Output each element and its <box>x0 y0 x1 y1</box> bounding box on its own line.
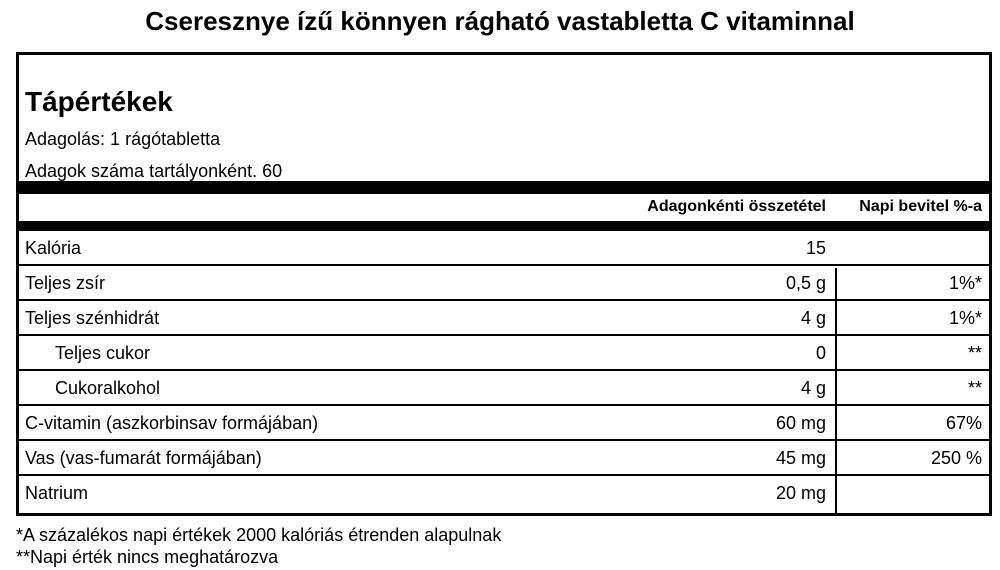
nutrient-amount: 4 g <box>800 308 826 328</box>
thick-divider-top <box>19 181 989 194</box>
table-row <box>19 231 989 266</box>
nutrient-daily-value: 1%* <box>948 273 982 293</box>
nutrient-name: Teljes cukor <box>55 343 151 363</box>
table-row <box>19 476 989 511</box>
nutrient-daily-value: 67% <box>945 413 982 433</box>
table-row <box>19 441 989 476</box>
table-row <box>19 406 989 441</box>
nutrient-amount: 0 <box>815 343 826 363</box>
nutrient-name: Natrium <box>25 483 89 503</box>
table-row <box>19 336 989 371</box>
servings-per-container: Adagok száma tartályonként. 60 <box>25 161 283 181</box>
nutrient-daily-value: 1%* <box>948 308 982 328</box>
footnote-not-established: **Napi érték nincs meghatározva <box>16 547 279 567</box>
footnote-daily-values: *A százalékos napi értékek 2000 kalóriás étrenden alapulnak <box>16 525 502 545</box>
nutrient-amount: 0,5 g <box>785 273 826 293</box>
column-divider <box>835 268 837 516</box>
nutrient-amount: 45 mg <box>775 448 826 468</box>
table-row <box>19 266 989 301</box>
nutrient-name: C-vitamin (aszkorbinsav formájában) <box>25 413 319 433</box>
nutrient-name: Vas (vas-fumarát formájában) <box>25 448 262 468</box>
nutrient-amount: 20 mg <box>775 483 826 503</box>
serving-size: Adagolás: 1 rágótabletta <box>25 129 221 149</box>
nutrition-facts-panel <box>16 52 992 516</box>
nutrient-amount: 4 g <box>800 378 826 398</box>
thick-divider-header <box>19 221 989 231</box>
column-header-per-serving: Adagonkénti összetétel <box>647 198 826 215</box>
nutrient-name: Teljes zsír <box>25 273 106 293</box>
nutrient-name: Teljes szénhidrát <box>25 308 160 328</box>
nutrient-daily-value: ** <box>967 343 982 363</box>
column-header-daily-value: Napi bevitel %-a <box>859 198 982 215</box>
nutrient-daily-value: 250 % <box>930 448 982 468</box>
product-title: Cseresznye ízű könnyen rágható vastabletta C vitaminnal <box>145 6 855 36</box>
nutrition-heading: Tápértékek <box>25 86 173 117</box>
nutrient-amount: 60 mg <box>775 413 826 433</box>
table-row <box>19 371 989 406</box>
table-row <box>19 301 989 336</box>
nutrient-amount: 15 <box>805 238 826 258</box>
nutrient-name: Kalória <box>25 238 82 258</box>
nutrient-name: Cukoralkohol <box>55 378 161 398</box>
nutrient-daily-value: ** <box>967 378 982 398</box>
